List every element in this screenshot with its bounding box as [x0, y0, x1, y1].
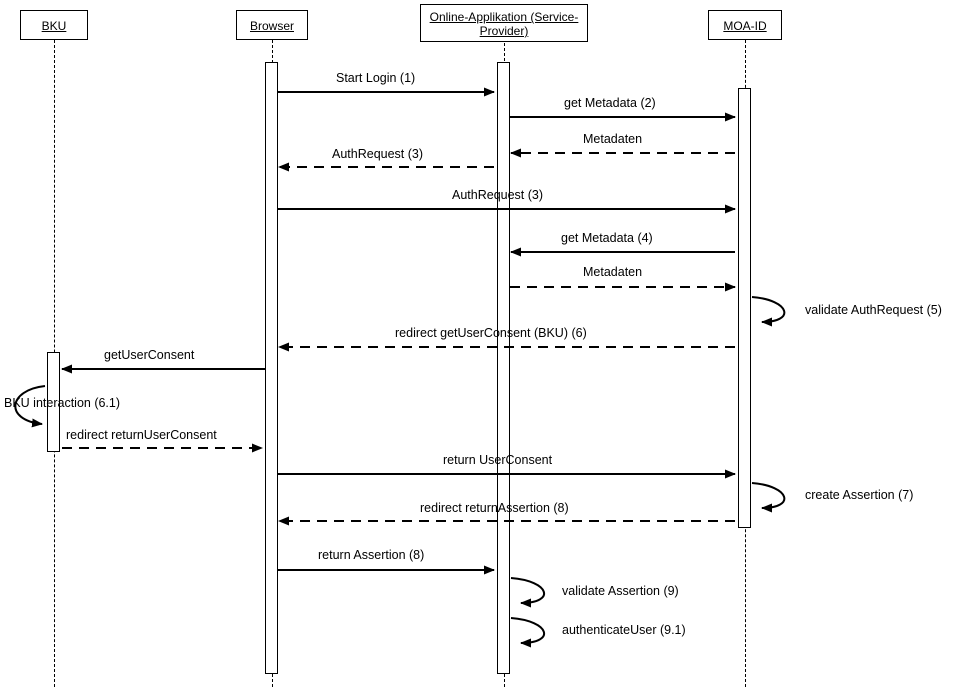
- message-label-get-metadata-4: get Metadata (4): [561, 231, 653, 245]
- message-label-metadaten-1: Metadaten: [583, 132, 643, 146]
- message-label-return-assertion: return Assertion (8): [318, 548, 425, 562]
- message-label-return-userconsent: return UserConsent: [443, 453, 553, 467]
- lifeline-head-browser: [236, 10, 308, 40]
- lifeline-head-bku-label: BKU: [41, 19, 67, 33]
- message-label-authenticate-user: authenticateUser (9.1): [562, 623, 686, 637]
- arrow-create-assertion: [752, 483, 784, 508]
- message-label-authrequest-to-moaid: AuthRequest (3): [452, 188, 544, 202]
- arrow-validate-assertion: [511, 578, 544, 603]
- lifeline-head-bku: [20, 10, 88, 40]
- lifeline-head-moaid-label: MOA-ID: [723, 19, 767, 33]
- message-label-getuserconsent: getUserConsent: [104, 348, 195, 362]
- lifeline-head-app: [420, 4, 588, 42]
- activation-bar-moaid: [738, 88, 751, 528]
- message-label-redirect-getuserconsent: redirect getUserConsent (BKU) (6): [395, 326, 587, 340]
- arrow-authenticate-user: [511, 618, 544, 643]
- message-label-authrequest-to-browser: AuthRequest (3): [332, 147, 424, 161]
- lifeline-head-app-label: Online-Applikation (Service-Provider): [429, 10, 579, 38]
- message-label-redirect-returnassertion: redirect returnAssertion (8): [420, 501, 569, 515]
- message-label-get-metadata-2: get Metadata (2): [564, 96, 656, 110]
- activation-bar-browser: [265, 62, 278, 674]
- arrow-validate-authrequest: [752, 297, 784, 322]
- activation-bar-app: [497, 62, 510, 674]
- message-label-redirect-returnuserconsent: redirect returnUserConsent: [66, 428, 217, 442]
- message-label-validate-authrequest: validate AuthRequest (5): [805, 303, 942, 317]
- lifeline-head-browser-label: Browser: [249, 19, 294, 33]
- message-label-start-login: Start Login (1): [336, 71, 416, 85]
- message-label-create-assertion: create Assertion (7): [805, 488, 914, 502]
- message-label-validate-assertion: validate Assertion (9): [562, 584, 679, 598]
- lifeline-head-moaid: [708, 10, 782, 40]
- message-label-metadaten-2: Metadaten: [583, 265, 643, 279]
- message-label-bku-interaction: BKU interaction (6.1): [4, 396, 121, 410]
